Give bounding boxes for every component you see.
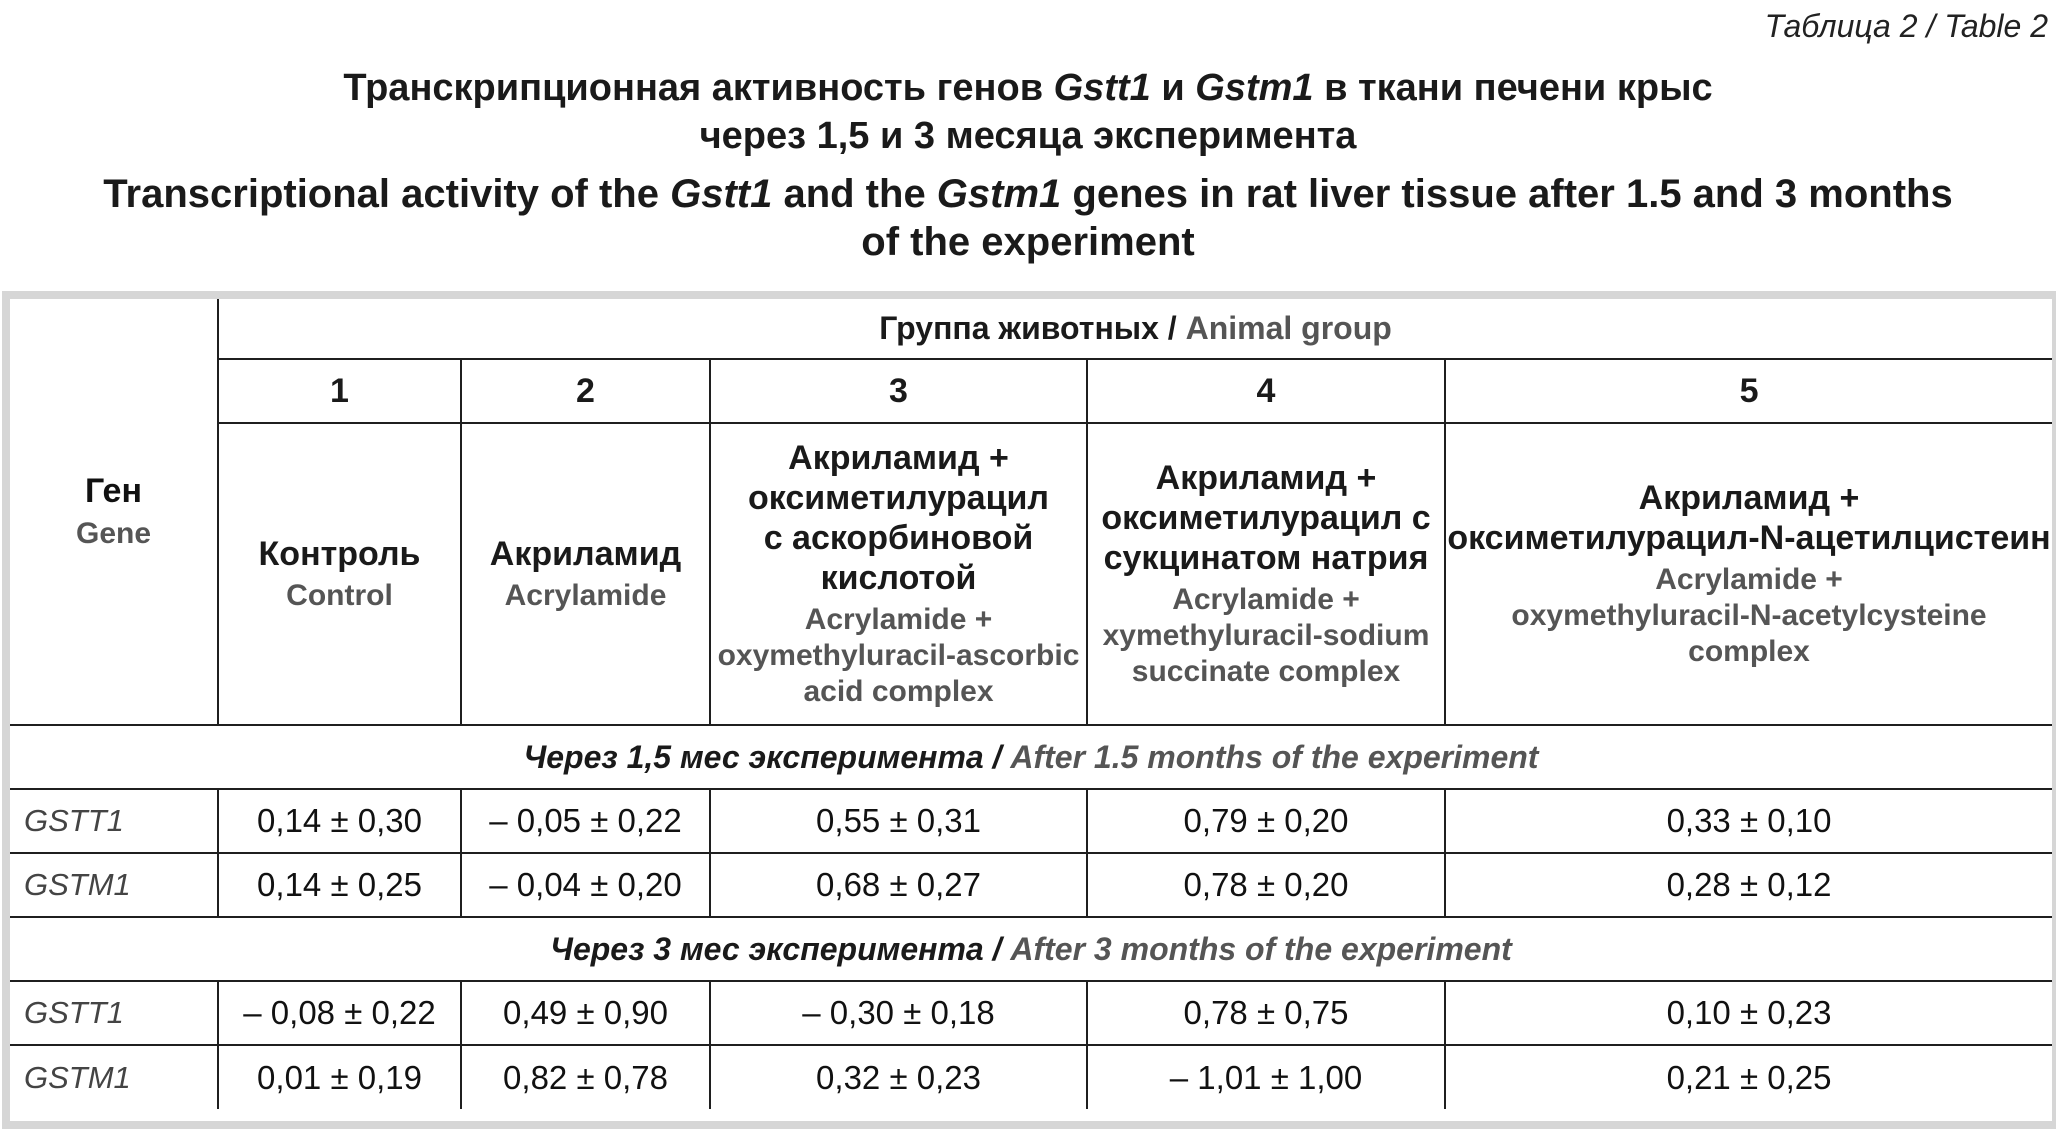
group-name-ru: Акриламид + xyxy=(788,439,1009,477)
title-en-text: Transcriptional activity of the xyxy=(103,172,671,216)
group-name-ru: Акриламид + xyxy=(1638,479,1860,517)
group-number-5: 5 xyxy=(1445,359,2052,423)
title-ru-gene-2: Gstm1 xyxy=(1195,67,1314,109)
animal-group-header xyxy=(218,299,2052,359)
table-row xyxy=(10,789,2052,853)
value-cell: – 0,05 ± 0,22 xyxy=(461,789,710,853)
gene-name-cell: GSTM1 xyxy=(10,1045,218,1109)
period-row xyxy=(10,917,2052,981)
period-label-en: After 3 months of the experiment xyxy=(1010,930,1512,967)
group-name-en xyxy=(219,578,460,614)
group-name-ru: кислотой xyxy=(820,559,977,597)
header-row-group xyxy=(10,299,2052,359)
gene-name-cell: GSTM1 xyxy=(10,853,218,917)
group-name-en-line: Control xyxy=(286,579,393,612)
title-ru-text: в ткани печени крыс xyxy=(1313,67,1713,109)
table-row xyxy=(10,853,2052,917)
group-name-ru: оксиметилурацил с xyxy=(1101,499,1431,537)
gene-name-cell: GSTT1 xyxy=(10,981,218,1045)
value-cell: – 0,08 ± 0,22 xyxy=(218,981,461,1045)
group-name-ru: сукцинатом натрия xyxy=(1103,539,1429,577)
title-english xyxy=(0,170,2056,266)
table-number-label: Таблица 2 / Table 2 xyxy=(1764,8,2048,44)
title-en-gene-1: Gstt1 xyxy=(670,172,773,216)
period-label-en: After 1.5 months of the experiment xyxy=(1010,738,1539,775)
group-name-ru: оксиметилурацил xyxy=(747,479,1049,517)
value-cell: 0,14 ± 0,30 xyxy=(218,789,461,853)
group-name-cell-4 xyxy=(1087,423,1445,725)
title-russian xyxy=(0,64,2056,160)
value-cell: 0,49 ± 0,90 xyxy=(461,981,710,1045)
value-cell: 0,82 ± 0,78 xyxy=(461,1045,710,1109)
group-name-en xyxy=(711,602,1086,710)
title-en-line-1 xyxy=(0,170,2056,218)
group-name-en-line: oxymethyluracil-N-acetylcysteine xyxy=(1511,599,1987,632)
group-name-ru: с аскорбиновой xyxy=(763,519,1034,557)
group-name-ru: Акриламид xyxy=(489,535,682,573)
group-name-en-line: Acrylamide xyxy=(504,579,667,612)
value-cell: 0,33 ± 0,10 xyxy=(1445,789,2052,853)
group-number-3: 3 xyxy=(710,359,1087,423)
value-cell: 0,01 ± 0,19 xyxy=(218,1045,461,1109)
value-cell: 0,78 ± 0,75 xyxy=(1087,981,1445,1045)
animal-group-header-ru: Группа животных / xyxy=(879,310,1186,346)
table-row xyxy=(10,1045,2052,1109)
gene-header-cell xyxy=(10,299,218,725)
value-cell: 0,68 ± 0,27 xyxy=(710,853,1087,917)
title-ru-text: Транскрипционная активность генов xyxy=(343,67,1054,109)
value-cell: – 0,30 ± 0,18 xyxy=(710,981,1087,1045)
value-cell: 0,28 ± 0,12 xyxy=(1445,853,2052,917)
value-cell: – 0,04 ± 0,20 xyxy=(461,853,710,917)
group-name-en xyxy=(462,578,709,614)
group-name-en-line: oxymethyluracil-ascorbic xyxy=(717,639,1080,672)
title-ru-text: и xyxy=(1150,67,1196,109)
period-label xyxy=(10,917,2052,981)
period-label-ru: Через 1,5 мес эксперимента / xyxy=(523,738,1011,775)
table-row xyxy=(10,981,2052,1045)
group-name-cell-2 xyxy=(461,423,710,725)
value-cell: 0,78 ± 0,20 xyxy=(1087,853,1445,917)
title-ru-line-2: через 1,5 и 3 месяца эксперимента xyxy=(699,115,1357,157)
title-en-text: genes in rat liver tissue after 1.5 and 3 months xyxy=(1061,172,1953,216)
title-en-gene-2: Gstm1 xyxy=(936,172,1062,216)
group-number-1: 1 xyxy=(218,359,461,423)
group-name-cell-1 xyxy=(218,423,461,725)
results-table xyxy=(10,299,2052,1109)
group-name-cell-3 xyxy=(710,423,1087,725)
value-cell: 0,21 ± 0,25 xyxy=(1445,1045,2052,1109)
group-name-en xyxy=(1446,562,2052,670)
period-label xyxy=(10,725,2052,789)
title-en-text: and the xyxy=(772,172,937,216)
table-title xyxy=(0,64,2056,266)
group-name-ru: Контроль xyxy=(258,535,421,573)
group-name-en-line: acid complex xyxy=(803,675,994,708)
title-ru-gene-1: Gstt1 xyxy=(1053,67,1151,109)
value-cell: 0,10 ± 0,23 xyxy=(1445,981,2052,1045)
group-name-en-line: complex xyxy=(1688,635,1810,668)
group-name-en-line: Acrylamide + xyxy=(804,603,993,636)
group-name-en-line: Acrylamide + xyxy=(1655,563,1843,596)
gene-name-cell: GSTT1 xyxy=(10,789,218,853)
group-number-2: 2 xyxy=(461,359,710,423)
group-number-4: 4 xyxy=(1087,359,1445,423)
table-frame xyxy=(2,291,2056,1129)
gene-header-ru: Ген xyxy=(85,472,142,510)
value-cell: 0,79 ± 0,20 xyxy=(1087,789,1445,853)
period-row xyxy=(10,725,2052,789)
group-name-en-line: succinate complex xyxy=(1131,655,1401,688)
period-label-ru: Через 3 мес эксперимента / xyxy=(550,930,1011,967)
value-cell: 0,55 ± 0,31 xyxy=(710,789,1087,853)
gene-header-en: Gene xyxy=(75,517,152,550)
value-cell: 0,14 ± 0,25 xyxy=(218,853,461,917)
group-name-ru: оксиметилурацил-N-ацетилцистеин xyxy=(1447,519,2051,557)
header-row-numbers xyxy=(10,359,2052,423)
animal-group-header-en: Animal group xyxy=(1185,310,1392,346)
value-cell: – 1,01 ± 1,00 xyxy=(1087,1045,1445,1109)
title-ru-line-1 xyxy=(0,64,2056,112)
group-name-en-line: Acrylamide + xyxy=(1172,583,1360,616)
value-cell: 0,32 ± 0,23 xyxy=(710,1045,1087,1109)
group-name-en-line: xymethyluracil-sodium xyxy=(1102,619,1430,652)
group-name-cell-5 xyxy=(1445,423,2052,725)
group-name-en xyxy=(1088,582,1444,690)
header-row-names xyxy=(10,423,2052,725)
group-name-ru: Акриламид + xyxy=(1155,459,1377,497)
title-en-line-2: of the experiment xyxy=(861,220,1195,264)
